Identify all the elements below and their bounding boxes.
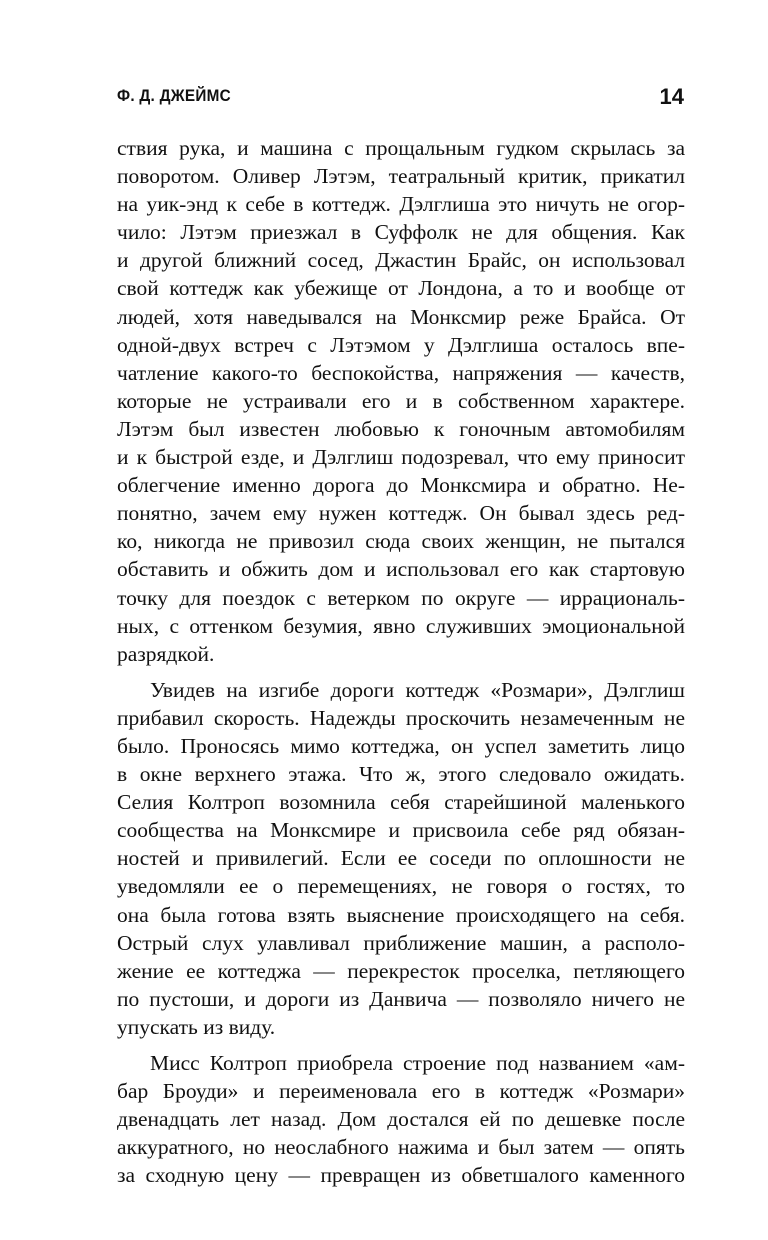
text-line: Увидев на изгибе дороги коттедж «Розмари», Дэлглиш <box>150 677 685 702</box>
running-head: Ф. Д. ДЖЕЙМС <box>117 86 231 105</box>
text-line: бар Броуди» и переименовала его в коттедж «Розмари» <box>117 1079 685 1104</box>
paragraph <box>117 1049 685 1189</box>
text-line: она была готова взять выяснение происходящего на себя. <box>117 902 685 927</box>
text-line: одной-двух встреч с Лэтэмом у Дэлглиша осталось впе- <box>117 332 685 357</box>
text-line: на уик-энд к себе в коттедж. Дэлглиша это ничуть не огор- <box>117 192 685 217</box>
text-line: ных, с оттенком безумия, явно служивших эмоциональной <box>117 613 685 638</box>
text-line: Селия Колтроп возомнила себя старейшиной маленького <box>117 790 685 815</box>
text-line: чатление какого-то беспокойства, напряжения — качеств, <box>117 360 685 385</box>
text-line: поворотом. Оливер Лэтэм, театральный критик, прикатил <box>117 164 685 189</box>
text-line: Мисс Колтроп приобрела строение под названием «ам- <box>150 1051 685 1075</box>
text-line: двенадцать лет назад. Дом достался ей по дешевке после <box>117 1107 685 1132</box>
text-line: упускать из виду. <box>117 1014 276 1039</box>
text-line: чило: Лэтэм приезжал в Суффолк не для общения. Как <box>117 220 685 245</box>
text-line: точку для поездок с ветерком по округе — иррациональ- <box>117 585 685 610</box>
text-line: сообщества на Монксмире и присвоила себе ряд обязан- <box>117 818 685 843</box>
paragraph <box>117 676 685 1041</box>
text-line: жение ее коттеджа — перекресток проселка, петляющего <box>117 958 685 983</box>
text-line: и к быстрой езде, и Дэлглиш подозревал, что ему приносит <box>117 445 685 470</box>
text-line: в окне верхнего этажа. Что ж, этого следовало ожидать. <box>117 762 685 787</box>
text-line: Лэтэм был известен любовью к гоночным автомобилям <box>117 416 685 441</box>
text-line: ностей и привилегий. Если ее соседи по оплошности не <box>117 846 685 871</box>
text-line: людей, хотя наведывался на Монксмир реже Брайса. От <box>117 304 685 329</box>
text-line: ствия рука, и машина с прощальным гудком скрылась за <box>117 136 685 160</box>
text-line: по пустоши, и дороги из Данвича — позволяло ничего не <box>117 986 685 1011</box>
text-line: и другой ближний сосед, Джастин Брайс, он использовал <box>117 248 685 273</box>
text-line: было. Проносясь мимо коттеджа, он успел заметить лицо <box>117 733 685 758</box>
text-line: которые не устраивали его и в собственном характере. <box>117 388 685 413</box>
body-text <box>117 134 685 1189</box>
text-line: Острый слух улавливал приближение машин, а располо- <box>117 930 685 955</box>
text-line: прибавил скорость. Надежды проскочить незамеченным не <box>117 705 685 730</box>
text-line: облегчение именно дорога до Монксмира и обратно. Не- <box>117 473 685 498</box>
text-line: разрядкой. <box>117 641 215 666</box>
page-number: 14 <box>659 84 684 109</box>
text-line: обставить и обжить дом и использовал его как стартовую <box>117 557 685 582</box>
text-line: аккуратного, но неослабного нажима и был затем — опять <box>117 1135 685 1160</box>
paragraph <box>117 134 685 668</box>
text-line: свой коттедж как убежище от Лондона, а то и вообще от <box>117 276 685 301</box>
text-line: понятно, зачем ему нужен коттедж. Он бывал здесь ред- <box>117 501 685 526</box>
text-line: уведомляли ее о перемещениях, не говоря о гостях, то <box>117 874 685 899</box>
text-line: за сходную цену — превращен из обветшалого каменного <box>117 1163 685 1188</box>
text-line: ко, никогда не привозил сюда своих женщин, не пытался <box>117 529 685 554</box>
